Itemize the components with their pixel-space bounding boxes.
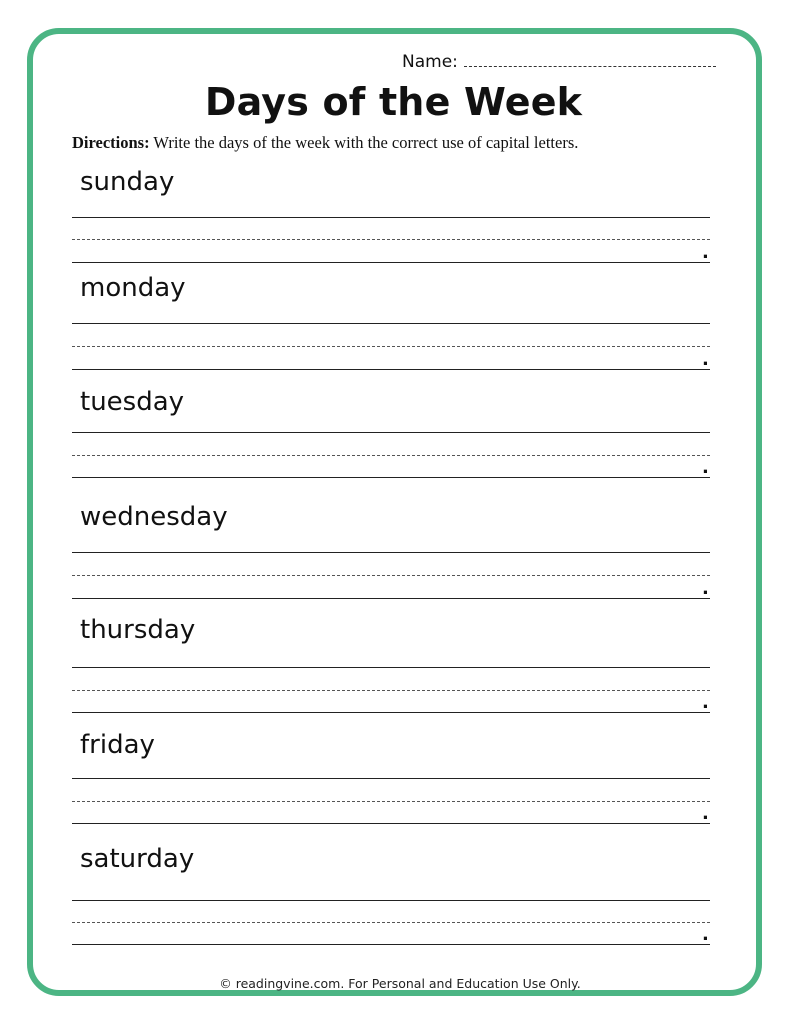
period-mark: . — [702, 924, 709, 945]
writing-line-top[interactable] — [72, 217, 710, 218]
period-mark: . — [702, 692, 709, 713]
writing-line-top[interactable] — [72, 778, 710, 779]
writing-line-base[interactable] — [72, 369, 710, 370]
writing-line-mid[interactable] — [72, 690, 710, 691]
period-mark: . — [702, 457, 709, 478]
writing-line-mid[interactable] — [72, 801, 710, 802]
period-mark: . — [702, 242, 709, 263]
name-label: Name: — [402, 52, 458, 72]
page-title: Days of the Week — [204, 80, 583, 124]
writing-line-mid[interactable] — [72, 575, 710, 576]
directions — [72, 133, 578, 153]
directions-label: Directions: — [72, 133, 150, 152]
writing-line-top[interactable] — [72, 323, 710, 324]
writing-line-mid[interactable] — [72, 239, 710, 240]
writing-line-base[interactable] — [72, 944, 710, 945]
name-blank-line[interactable] — [464, 52, 716, 67]
writing-line-mid[interactable] — [72, 455, 710, 456]
day-word: sunday — [80, 167, 175, 197]
directions-text: Write the days of the week with the correct use of capital letters. — [153, 133, 579, 152]
day-word: friday — [80, 730, 155, 760]
writing-line-top[interactable] — [72, 900, 710, 901]
day-word: monday — [80, 273, 186, 303]
writing-line-top[interactable] — [72, 552, 710, 553]
period-mark: . — [702, 803, 709, 824]
day-word: wednesday — [80, 502, 228, 532]
writing-line-base[interactable] — [72, 823, 710, 824]
writing-line-base[interactable] — [72, 712, 710, 713]
day-word: thursday — [80, 615, 196, 645]
name-field[interactable] — [402, 52, 716, 72]
copyright-footer: © readingvine.com. For Personal and Education Use Only. — [219, 976, 581, 991]
writing-line-top[interactable] — [72, 432, 710, 433]
writing-line-base[interactable] — [72, 477, 710, 478]
writing-line-top[interactable] — [72, 667, 710, 668]
period-mark: . — [702, 349, 709, 370]
period-mark: . — [702, 578, 709, 599]
day-word: tuesday — [80, 387, 185, 417]
day-word: saturday — [80, 844, 195, 874]
writing-line-base[interactable] — [72, 598, 710, 599]
writing-line-base[interactable] — [72, 262, 710, 263]
writing-line-mid[interactable] — [72, 922, 710, 923]
writing-line-mid[interactable] — [72, 346, 710, 347]
